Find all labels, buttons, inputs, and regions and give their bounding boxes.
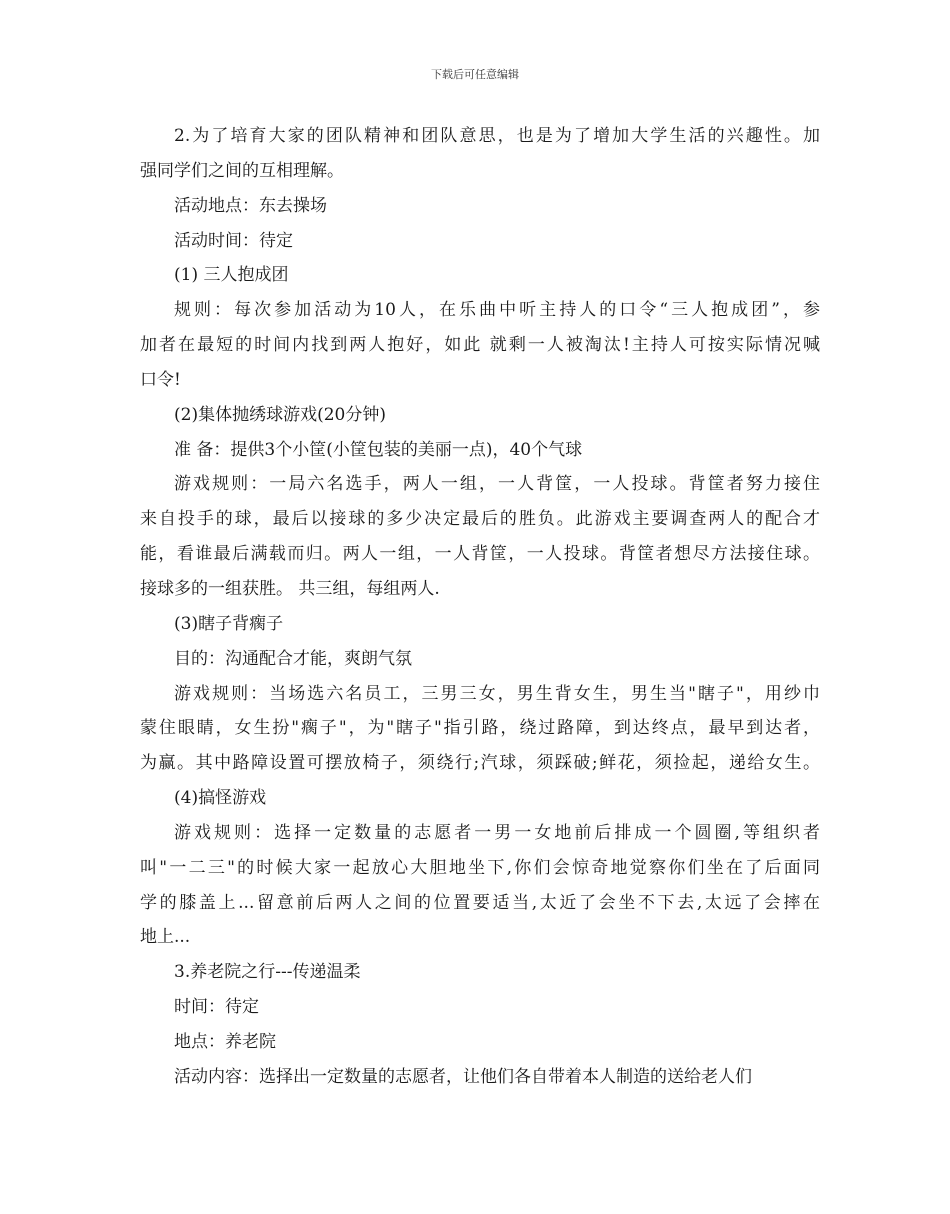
- paragraph-line: 学的膝盖上...留意前后两人之间的位置要适当,太近了会坐不下去,太远了会摔在: [140, 892, 820, 913]
- paragraph-line: 活动地点：东去操场: [174, 195, 327, 216]
- section-heading: (4)搞怪游戏: [174, 788, 267, 809]
- section-heading: (3)瞎子背瘸子: [174, 613, 284, 634]
- paragraph-line: 活动时间：待定: [174, 230, 293, 251]
- page-header: 下载后可任意编辑: [431, 68, 519, 81]
- section-heading: (2)集体抛绣球游戏(20分钟): [174, 404, 386, 425]
- paragraph-line: 加者在最短的时间内找到两人抱好，如此 就剩一人被淘汰!主持人可按实际情况喊: [140, 335, 820, 356]
- paragraph-line: 游戏规则：选择一定数量的志愿者一男一女地前后排成一个圆圈,等组织者: [174, 822, 820, 843]
- paragraph-line: 叫"一二三"的时候大家一起放心大胆地坐下,你们会惊奇地觉察你们坐在了后面同: [140, 857, 820, 878]
- paragraph-line: 2.为了培育大家的团队精神和团队意思，也是为了增加大学生活的兴趣性。加: [174, 126, 820, 146]
- paragraph-line: 地点：养老院: [174, 1031, 276, 1052]
- section-heading: (1) 三人抱成团: [174, 265, 289, 286]
- paragraph-line: 来自投手的球，最后以接球的多少决定最后的胜负。此游戏主要调查两人的配合才: [140, 509, 820, 530]
- paragraph-line: 接球多的一组获胜。 共三组，每组两人.: [140, 578, 440, 599]
- section-heading: 3.养老院之行---传递温柔: [174, 962, 361, 983]
- paragraph-line: 规则：每次参加活动为10人，在乐曲中听主持人的口令“三人抱成团”，参: [174, 300, 820, 321]
- document-body: [140, 119, 820, 1095]
- paragraph-line: 地上...: [140, 927, 191, 948]
- paragraph-line: 强同学们之间的互相理解。: [140, 160, 344, 181]
- paragraph-line: 准 备：提供3个小筐(小筐包装的美丽一点)，40个气球: [174, 439, 583, 460]
- paragraph-line: 游戏规则：一局六名选手，两人一组，一人背筐，一人投球。背筐者努力接住: [174, 474, 820, 495]
- paragraph-line: 能，看谁最后满载而归。两人一组，一人背筐，一人投球。背筐者想尽方法接住球。: [140, 544, 820, 565]
- paragraph-line: 蒙住眼睛，女生扮"瘸子"，为"瞎子"指引路，绕过路障，到达终点，最早到达者，: [140, 718, 820, 739]
- paragraph-line: 为赢。其中路障设置可摆放椅子，须绕行;汽球，须踩破;鲜花，须捡起，递给女生。: [140, 753, 820, 774]
- paragraph-line: 游戏规则：当场选六名员工，三男三女，男生背女生，男生当"瞎子"，用纱巾: [174, 683, 820, 704]
- paragraph-line: 目的：沟通配合才能，爽朗气氛: [174, 648, 412, 669]
- paragraph-line: 活动内容：选择出一定数量的志愿者，让他们各自带着本人制造的送给老人们: [174, 1066, 752, 1087]
- paragraph-line: 时间：待定: [174, 997, 259, 1018]
- paragraph-line: 口令!: [140, 369, 181, 390]
